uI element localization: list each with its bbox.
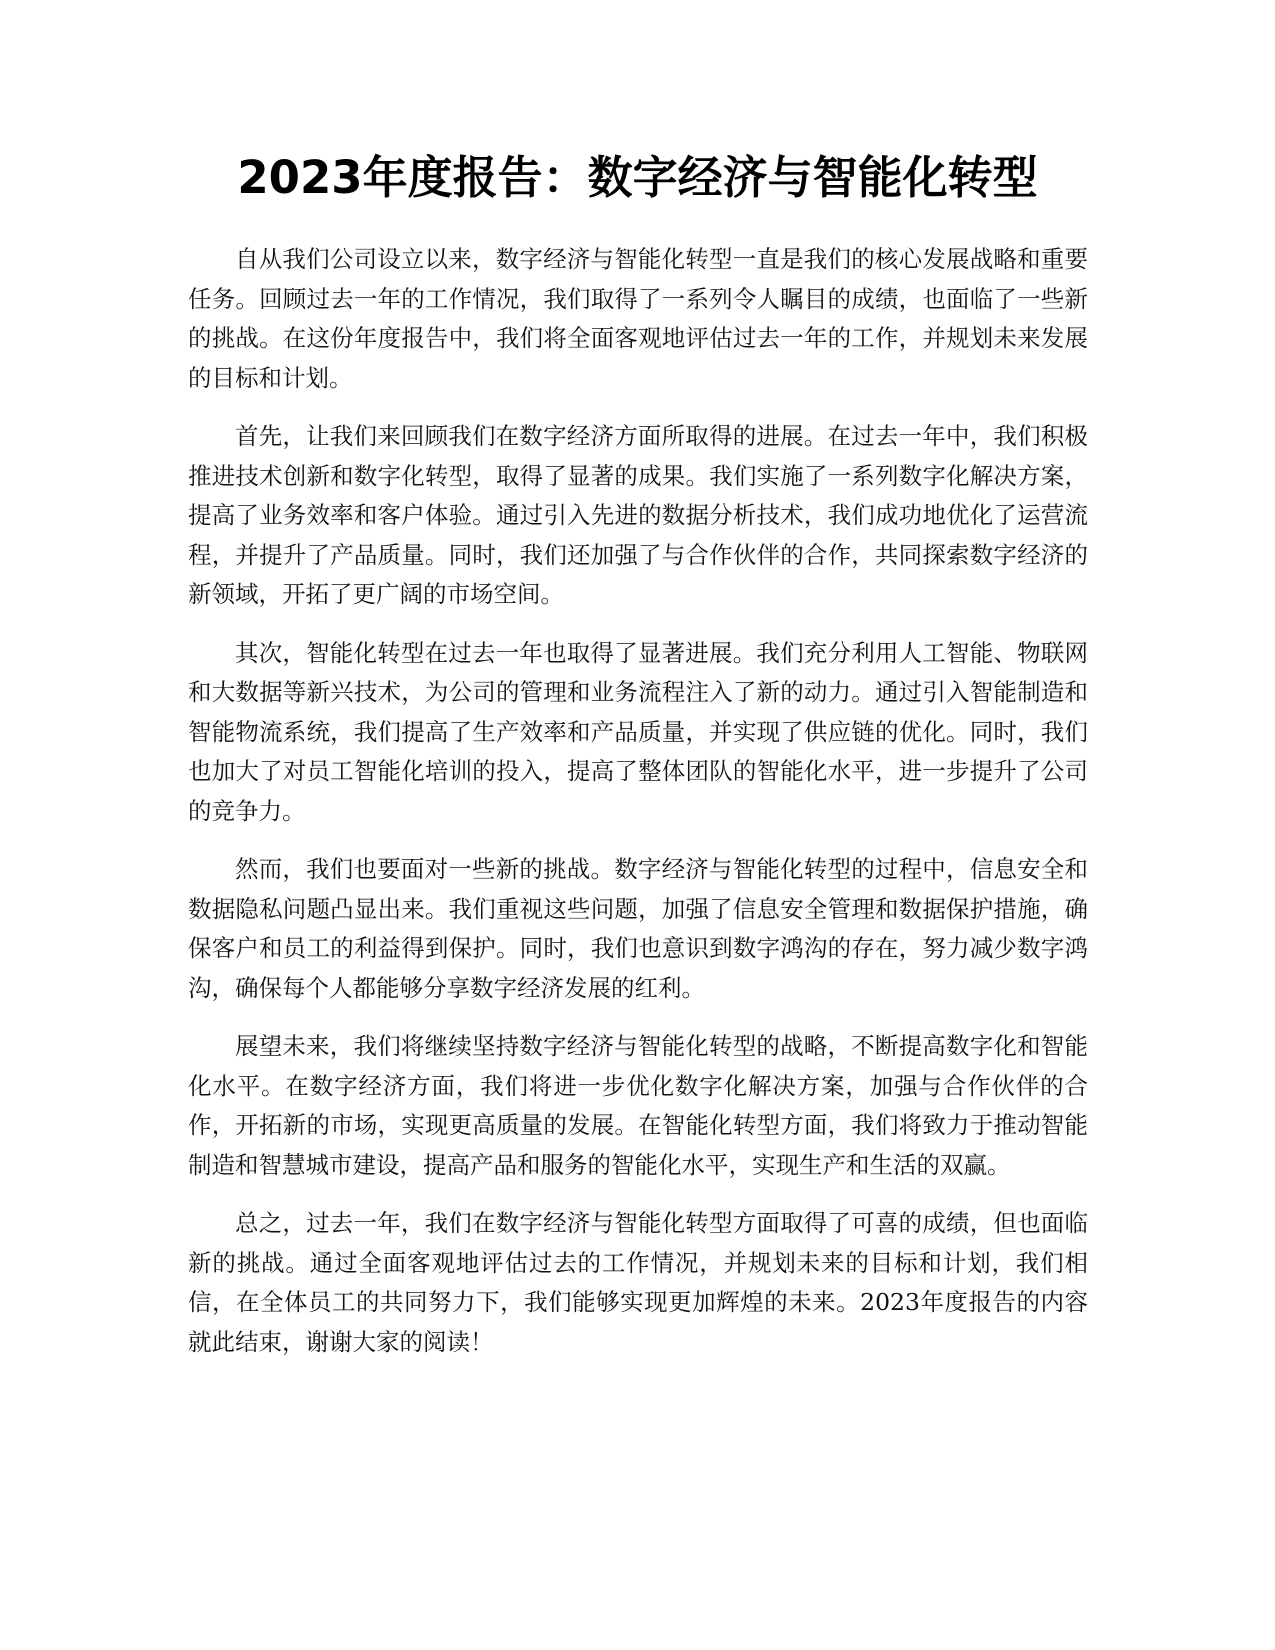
paragraph-outlook: 展望未来，我们将继续坚持数字经济与智能化转型的战略，不断提高数字化和智能化水平。在数字经济方面，我们将进一步优化数字化解决方案，加强与合作伙伴的合作，开拓新的市场，实现更高质量的发展。在智能化转型方面，我们将致力于推动智能制造和智慧城市建设，提高产品和服务的智能化水平，实现生产和生活的双赢。 <box>188 1032 1088 1179</box>
paragraph-intro: 自从我们公司设立以来，数字经济与智能化转型一直是我们的核心发展战略和重要任务。回顾过去一年的工作情况，我们取得了一系列令人瞩目的成绩，也面临了一些新的挑战。在这份年度报告中，我们将全面客观地评估过去一年的工作，并规划未来发展的目标和计划。 <box>188 245 1088 392</box>
document-title: 2023年度报告：数字经济与智能化转型 <box>237 151 1038 204</box>
paragraph-challenges: 然而，我们也要面对一些新的挑战。数字经济与智能化转型的过程中，信息安全和数据隐私问题凸显出来。我们重视这些问题，加强了信息安全管理和数据保护措施，确保客户和员工的利益得到保护。同时，我们也意识到数字鸿沟的存在，努力减少数字鸿沟，确保每个人都能够分享数字经济发展的红利。 <box>188 855 1088 1002</box>
document-body <box>188 240 1088 1381</box>
paragraph-digital-economy: 首先，让我们来回顾我们在数字经济方面所取得的进展。在过去一年中，我们积极推进技术创新和数字化转型，取得了显著的成果。我们实施了一系列数字化解决方案，提高了业务效率和客户体验。通过引入先进的数据分析技术，我们成功地优化了运营流程，并提升了产品质量。同时，我们还加强了与合作伙伴的合作，共同探索数字经济的新领域，开拓了更广阔的市场空间。 <box>188 422 1088 608</box>
paragraph-intelligent-transformation: 其次，智能化转型在过去一年也取得了显著进展。我们充分利用人工智能、物联网和大数据等新兴技术，为公司的管理和业务流程注入了新的动力。通过引入智能制造和智能物流系统，我们提高了生产效率和产品质量，并实现了供应链的优化。同时，我们也加大了对员工智能化培训的投入，提高了整体团队的智能化水平，进一步提升了公司的竞争力。 <box>188 638 1088 825</box>
paragraph-conclusion: 总之，过去一年，我们在数字经济与智能化转型方面取得了可喜的成绩，但也面临新的挑战。通过全面客观地评估过去的工作情况，并规划未来的目标和计划，我们相信，在全体员工的共同努力下，我们能够实现更加辉煌的未来。2023年度报告的内容就此结束，谢谢大家的阅读！ <box>188 1209 1088 1356</box>
